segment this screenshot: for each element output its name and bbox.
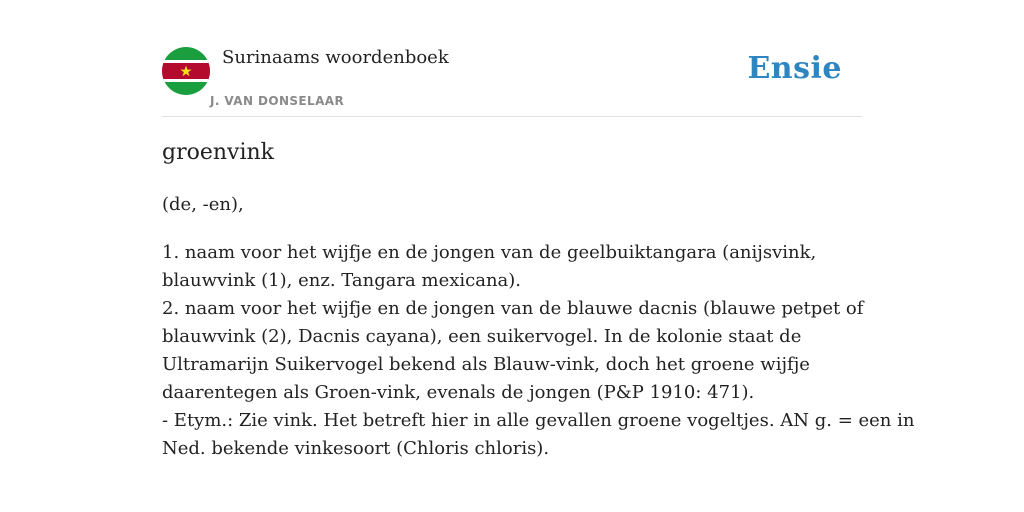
definition-text xyxy=(162,239,915,463)
definition-line: blauwvink (2), Dacnis cayana), een suikervogel. In de kolonie staat de xyxy=(162,326,802,347)
definition-line: 1. naam voor het wijfje en de jongen van de geelbuiktangara (anijsvink, xyxy=(162,242,817,263)
entry-headword: groenvink xyxy=(162,140,274,165)
definition-line: blauwvink (1), enz. Tangara mexicana). xyxy=(162,270,522,291)
suriname-flag-icon[interactable] xyxy=(162,47,210,95)
definition-line: Ultramarijn Suikervogel bekend als Blauw-vink, doch het groene wijfje xyxy=(162,354,810,375)
definition-line: - Etym.: Zie vink. Het betreft hier in alle gevallen groene vogeltjes. AN g. = een in xyxy=(162,410,915,431)
definition-line: daarentegen als Groen-vink, evenals de jongen (P&P 1910: 471). xyxy=(162,382,755,403)
author-name: J. VAN DONSELAAR xyxy=(210,94,345,108)
dictionary-title-link[interactable]: Surinaams woordenboek xyxy=(222,47,449,68)
brand-logo[interactable]: Ensie xyxy=(747,51,842,86)
dictionary-header xyxy=(162,44,862,117)
definition-line: 2. naam voor het wijfje en de jongen van de blauwe dacnis (blauwe petpet of xyxy=(162,298,864,319)
definition-line: Ned. bekende vinkesoort (Chloris chloris). xyxy=(162,438,550,459)
grammar-info: (de, -en), xyxy=(162,194,244,215)
